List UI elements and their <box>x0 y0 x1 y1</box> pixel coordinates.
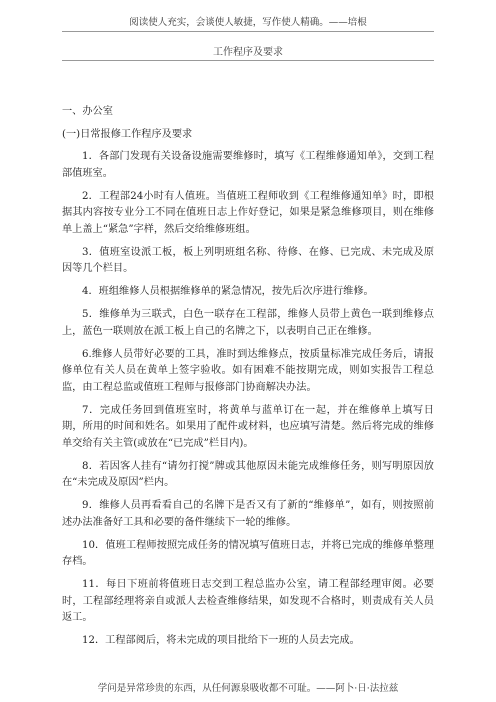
paragraph: 2．工程部24小时有人值班。当值班工程师收到《工程维修通知单》时，即根据其内容按专业分工不同在值班日志上作好登记，如果是紧急维修项目，则在维修单上盖上“紧急”字样，然后交给维修班组。 <box>62 190 434 235</box>
subsection-heading: (一)日常报修工作程序及要求 <box>62 128 193 140</box>
header-divider <box>62 31 434 32</box>
paragraph: 7．完成任务回到值班室时，将黄单与蓝单订在一起，并在维修单上填写日期，所用的时间和姓名。如果用了配件或材料，也应填写清楚。然后将完成的维修单交给有关主管(或放在“已完成”栏目内)。 <box>62 404 434 449</box>
paragraph: 8．若因客人挂有“请勿打搅”牌或其他原因未能完成维修任务，则写明原因放在“未完成及原因”栏内。 <box>62 460 434 488</box>
footer-quote: 学问是异常珍贵的东西，从任何源泉吸收都不可耻。——阿卜·日·法拉兹 <box>97 683 399 694</box>
paragraph: 1．各部门发现有关设备设施需要维修时，填写《工程维修通知单》，交到工程部值班室。 <box>62 151 434 179</box>
document-title: 工作程序及要求 <box>213 47 283 58</box>
paragraph: 12．工程部阅后，将未完成的项目批给下一班的人员去完成。 <box>82 635 360 646</box>
paragraph: 10．值班工程师按照完成任务的情况填写值班日志，并将已完成的维修单整理存档。 <box>62 539 434 567</box>
paragraph: 3．值班室设派工板，板上列明班组名称、待修、在修、已完成、未完成及原因等几个栏目。 <box>62 246 434 274</box>
paragraph: 5．维修单为三联式，白色一联存在工程部，维修人员带上黄色一联到维修点上，蓝色一联则放在派工板上自己的名牌之下，以表明自己正在维修。 <box>62 309 434 337</box>
paragraph: 11．每日下班前将值班日志交到工程总监办公室，请工程部经理审阅。必要时，工程部经理将亲自或派人去检查维修结果，如发现不合格时，则责成有关人员返工。 <box>62 579 434 623</box>
paragraph: 6.维修人员带好必要的工具，准时到达维修点，按质量标准完成任务后，请报修单位有关人员在黄单上签字验收。如有困难不能按期完成，则如实报告工程总监，由工程总监或值班工程师与报修部门协商解决办法。 <box>62 348 434 393</box>
section-heading: 一、办公室 <box>62 106 113 117</box>
paragraph: 9．维修人员再看看自己的名牌下是否又有了新的“维修单”，如有，则按照前述办法准备好工具和必要的备件继续下一轮的维修。 <box>62 500 434 528</box>
header-quote: 阅读使人充实，会谈使人敏捷，写作使人精确。——培根 <box>129 17 367 28</box>
document-body <box>62 104 434 656</box>
title-divider <box>62 60 434 61</box>
paragraph: 4．班组维修人员根据维修单的紧急情况，按先后次序进行维修。 <box>82 286 374 297</box>
